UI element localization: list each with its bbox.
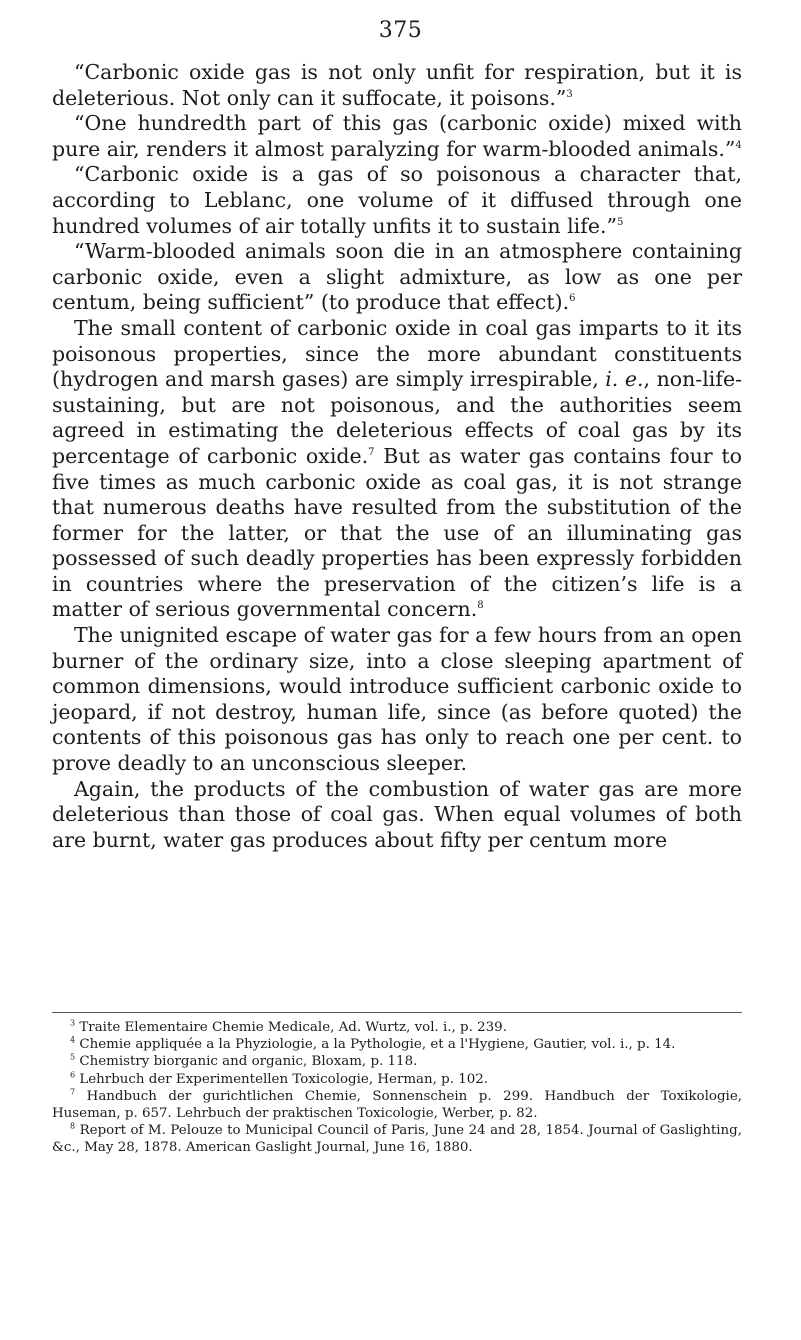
page-number: 375: [378, 18, 423, 43]
body-text: [52, 60, 742, 853]
footnote: $^4$ Chemie appliquée a la Phyziologie, a la Pythologie, et a l'Hygiene, Gautier, vol. i., p. 14.: [70, 1035, 676, 1053]
footnote: $^7$ Handbuch der gurichtlichen Chemie, Sonnenschein p. 299. Handbuch der Toxikologie, Huseman, p. 657. Lehrbuch der praktischen Toxicologie, Werber, p. 82.: [52, 1087, 742, 1122]
paragraph: “Carbonic oxide is a gas of so poisonous a character that, according to Leblanc, one volume of it diffused through one hundred volumes of air totally unfits it to sustain life.”$^5$: [52, 162, 742, 238]
paragraph: “Warm-blooded animals soon die in an atmosphere containing carbonic oxide, even a slight admixture, as low as one per centum, being sufficient” (to produce that effect).$^6$: [52, 239, 742, 315]
footnote-ref: 4: [735, 139, 742, 151]
footnote-divider: [52, 1012, 742, 1013]
footnote-ref: 3: [566, 88, 573, 100]
paragraph: “Carbonic oxide gas is not only unfit for respiration, but it is deleterious. Not only can it suffocate, it poisons.”$^3$: [52, 60, 742, 110]
footnote-ref: 7: [368, 447, 375, 459]
footnote: $^3$ Traite Elementaire Chemie Medicale, Ad. Wurtz, vol. i., p. 239.: [70, 1018, 507, 1035]
footnote-ref: 5: [616, 216, 624, 228]
paragraph: The unignited escape of water gas for a few hours from an open burner of the ordinary size, into a close sleeping apartment of common dimensions, would introduce sufficient carbonic oxide to jeopard, if not destroy, human life, since (as before quoted) the contents of this poisonous gas has only to reach one per cent. to prove deadly to an unconscious sleeper.: [52, 623, 742, 776]
paragraph: Again, the products of the combustion of water gas are more deleterious than those of coal gas. When equal volumes of both are burnt, water gas produces about fifty per centum more: [52, 776, 742, 852]
footnote-ref: 6: [569, 293, 576, 305]
footnote: $^5$ Chemistry biorganic and organic, Bloxam, p. 118.: [70, 1052, 418, 1070]
footnotes: [52, 1019, 742, 1157]
footnote-ref: 8: [477, 600, 484, 612]
footnote: $^8$ Report of M. Pelouze to Municipal Council of Paris, June 24 and 28, 1854. Journal of Gaslighting, &c., May 28, 1878. American Gaslight Journal, June 16, 1880.: [52, 1121, 742, 1156]
footnote: $^6$ Lehrbuch der Experimentellen Toxicologie, Herman, p. 102.: [70, 1070, 489, 1087]
paragraph: The small content of carbonic oxide in coal gas imparts to it its poisonous properties, since the more abundant constituents (hydrogen and marsh gases) are simply irrespirable, i. e., non-life-sustaining, but are not poisonous, and the authorities seem agreed in estimating the deleterious effects of coal gas by its percentage of carbonic oxide.$^7$ But as water gas contains four to five times as much carbonic oxide as coal gas, it is not strange that numerous deaths have resulted from the substitution of the former for the latter, or that the use of an illuminating gas possessed of such deadly properties has been expressly forbidden in countries where the preservation of the citizen’s life is a matter of serious governmental concern.$^8$: [52, 315, 742, 622]
paragraph: “One hundredth part of this gas (carbonic oxide) mixed with pure air, renders it almost paralyzing for warm-blooded animals.”$^4$: [52, 111, 742, 161]
